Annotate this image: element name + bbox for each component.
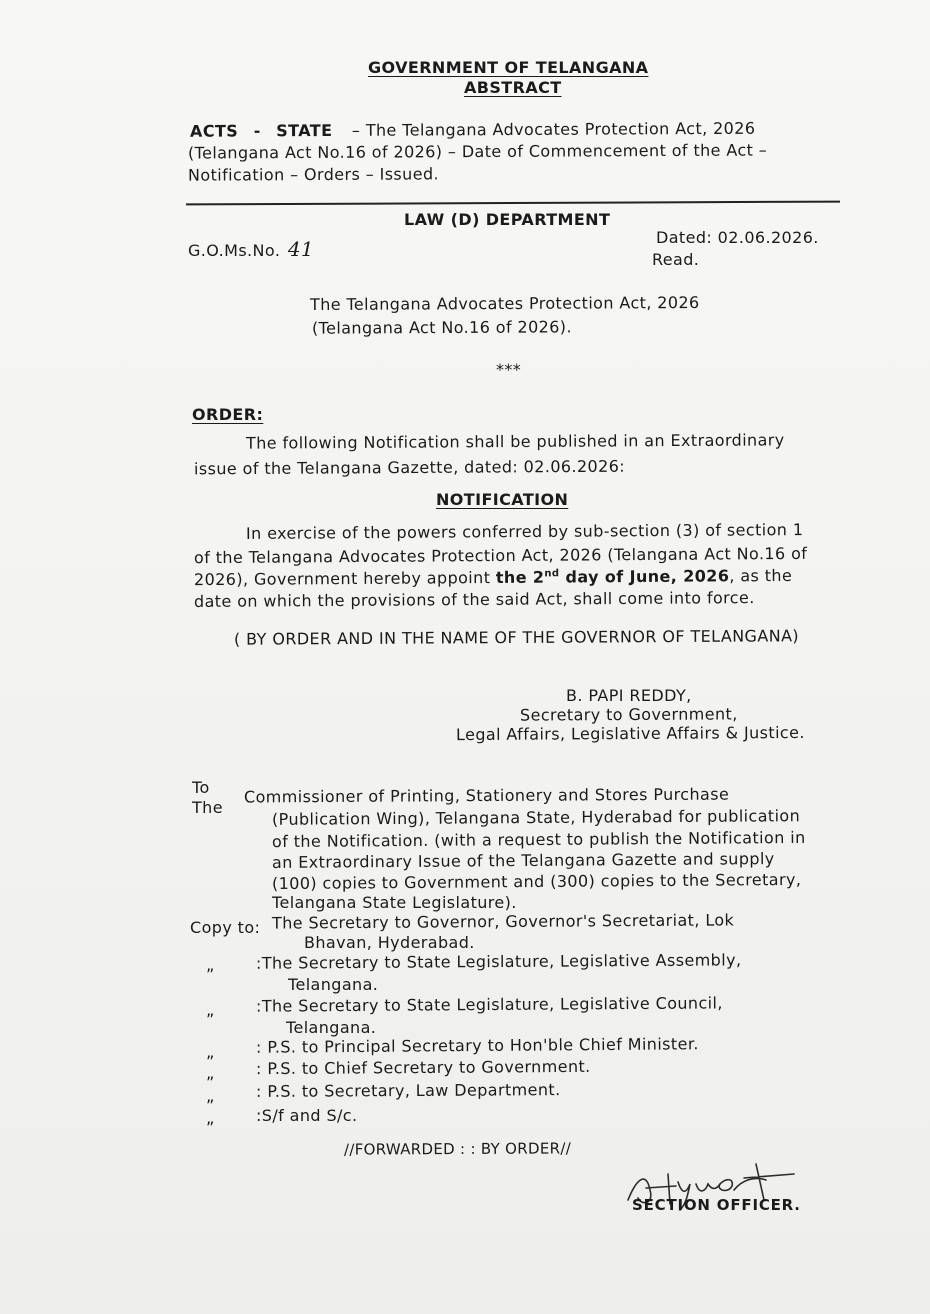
to-line-4: an Extraordinary Issue of the Telangana Gazette and supply <box>271 849 775 872</box>
copy-to-item-2b: Telangana. <box>288 975 379 994</box>
ditto-mark-6: ” <box>206 1118 215 1137</box>
abstract-heading: ABSTRACT <box>464 78 562 97</box>
go-number-label: G.O.Ms.No. <box>188 241 281 260</box>
go-number <box>188 237 314 261</box>
copy-to-item-3: :The Secretary to State Legislature, Legislative Council, <box>255 993 723 1016</box>
ditto-mark-2: ” <box>206 1010 215 1029</box>
order-heading: ORDER: <box>192 405 264 424</box>
to-line-5: (100) copies to Government and (300) copies to the Secretary, <box>271 869 802 894</box>
government-heading: GOVERNMENT OF TELANGANA <box>368 58 649 77</box>
notification-date-sup: nd <box>544 568 560 580</box>
reference-line-2: (Telangana Act No.16 of 2026). <box>311 317 572 338</box>
dated: Dated: 02.06.2026. <box>656 228 819 247</box>
copy-to-item-2: :The Secretary to State Legislature, Legislative Assembly, <box>255 950 742 973</box>
copy-to-label: Copy to: <box>190 918 261 937</box>
ditto-mark-4: ” <box>206 1073 215 1092</box>
subject-state: STATE <box>276 120 333 141</box>
read-label: Read. <box>652 250 700 269</box>
to-label: To <box>192 778 210 797</box>
by-order-governor: ( BY ORDER AND IN THE NAME OF THE GOVERNOR OF TELANGANA) <box>233 626 800 649</box>
forwarded-by-order: //FORWARDED : : BY ORDER// <box>343 1139 572 1159</box>
notification-date-part1: the 2 <box>495 567 545 587</box>
copy-to-line-1: The Secretary to Governor, Governor's Secretariat, Lok <box>271 910 735 933</box>
subject-line-2: (Telangana Act No.16 of 2026) – Date of Commencement of the Act – <box>187 140 768 163</box>
copy-to-item-4: : P.S. to Principal Secretary to Hon'ble Chief Minister. <box>255 1034 699 1057</box>
ditto-mark-3: ” <box>206 1052 215 1071</box>
notification-date-part2: day of June, 2026 <box>559 566 730 587</box>
subject-acts: ACTS <box>189 121 239 141</box>
notification-line-3d: , as the <box>729 565 793 586</box>
signatory-title: Secretary to Government, <box>519 704 738 725</box>
signatory-name: B. PAPI REDDY, <box>566 686 692 705</box>
ditto-mark-5: ” <box>206 1096 215 1115</box>
copy-to-item-7: :S/f and S/c. <box>256 1106 358 1125</box>
department-heading: LAW (D) DEPARTMENT <box>404 210 611 229</box>
horizontal-rule <box>186 201 840 206</box>
to-line-2: (Publication Wing), Telangana State, Hyderabad for publication <box>271 806 801 829</box>
reference-line-1: The Telangana Advocates Protection Act, 2026 <box>309 292 700 315</box>
notification-line-2: of the Telangana Advocates Protection Act, 2026 (Telangana Act No.16 of <box>193 543 808 568</box>
ditto-mark-1: ” <box>206 965 215 984</box>
subject-dash: - <box>253 121 261 141</box>
signatory-department: Legal Affairs, Legislative Affairs & Justice. <box>455 722 805 745</box>
subject-line-3: Notification – Orders – Issued. <box>187 164 440 185</box>
copy-to-item-5: : P.S. to Chief Secretary to Government. <box>255 1056 591 1079</box>
subject-line-1 <box>190 118 838 140</box>
subject-act-name: – The Telangana Advocates Protection Act, 2026 <box>351 118 756 140</box>
copy-to-item-3b: Telangana. <box>286 1018 377 1037</box>
notification-line-3a: 2026), Government hereby appoint <box>193 567 496 590</box>
order-line-1: The following Notification shall be published in an Extraordinary <box>245 430 785 453</box>
notification-line-4: date on which the provisions of the said Act, shall come into force. <box>193 588 755 611</box>
separator-stars: *** <box>496 360 522 379</box>
to-line-6: Telangana State Legislature). <box>272 893 517 912</box>
notification-line-1: In exercise of the powers conferred by sub-section (3) of section 1 <box>245 520 804 543</box>
copy-to-line-1b: Bhavan, Hyderabad. <box>304 933 475 952</box>
to-line-1: Commissioner of Printing, Stationery and Stores Purchase <box>243 784 730 807</box>
order-line-2: issue of the Telangana Gazette, dated: 02.06.2026: <box>193 456 626 479</box>
copy-to-item-6: : P.S. to Secretary, Law Department. <box>255 1080 561 1101</box>
the-label: The <box>192 798 223 817</box>
go-number-handwritten: 41 <box>287 237 315 261</box>
to-line-3: of the Notification. (with a request to publish the Notification in <box>271 827 806 852</box>
notification-line-3 <box>194 566 792 589</box>
section-officer: SECTION OFFICER. <box>632 1196 801 1214</box>
notification-date-bold <box>496 566 730 587</box>
notification-heading: NOTIFICATION <box>436 490 569 509</box>
